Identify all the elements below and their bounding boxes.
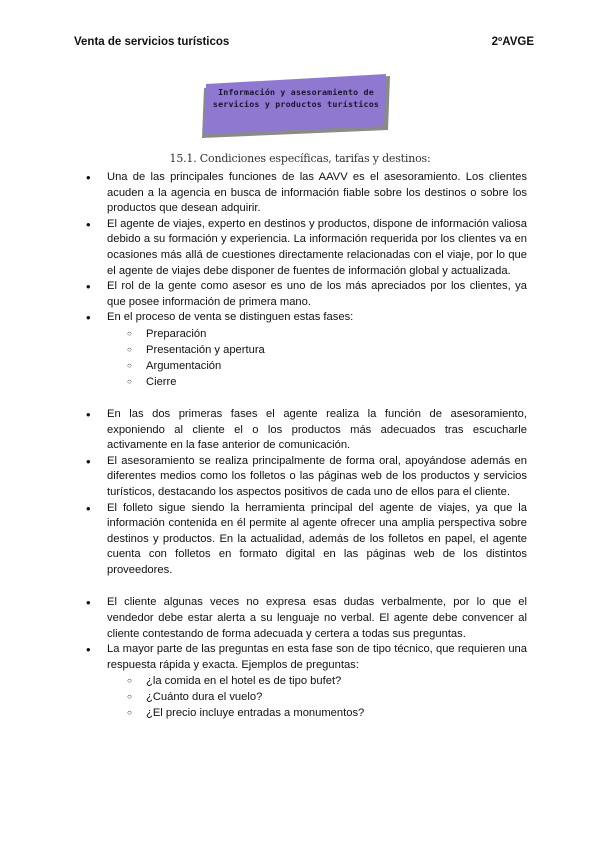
- sub-item: ○ ¿El precio incluye entradas a monumentos?: [107, 705, 527, 721]
- bullet-text: La mayor parte de las preguntas en esta fase son de tipo técnico, que requieren una respuesta rápida y exacta. Ejemplos de preguntas:: [107, 643, 527, 671]
- bullet-item: • El agente de viajes, experto en destinos y productos, dispone de información valiosa debido a su formación y experiencia. La información requerida por los clientes va en ocasiones más allá de cuestiones directamente relacionadas con el viaje, por lo que el agente de viajes debe disponer de fuentes de información global y actualizada.: [0, 217, 527, 279]
- content-list: [0, 170, 600, 721]
- bullet-item: • Una de las principales funciones de las AAVV es el asesoramiento. Los clientes acuden a la agencia en busca de información fiable sobre los destinos o sobre los productos que desean adquirir.: [0, 170, 527, 217]
- banner-line-1: Información y asesoramiento de: [218, 87, 374, 97]
- bullet-item: [0, 310, 527, 390]
- sub-item: ○ ¿Cuánto dura el vuelo?: [107, 689, 527, 705]
- spacer: [0, 390, 600, 407]
- bullet-item: • El asesoramiento se realiza principalmente de forma oral, apoyándose además en diferentes medios como los folletos o las páginas web de los productos y servicios turísticos, destacando los aspectos positivos de cada uno de ellos para el cliente.: [0, 454, 527, 501]
- sub-item: ○ ¿la comida en el hotel es de tipo bufet?: [107, 673, 527, 689]
- bullet-item: • El rol de la gente como asesor es uno de los más apreciados por los clientes, ya que posee información de primera mano.: [0, 279, 527, 310]
- spacer: [0, 578, 600, 595]
- bullet-text: En el proceso de venta se distinguen estas fases:: [107, 311, 354, 324]
- sub-item: ○ Cierre: [107, 374, 527, 390]
- header-course: 2ºAVGE: [491, 36, 534, 48]
- section-subtitle: 15.1. Condiciones específicas, tarifas y destinos:: [169, 152, 431, 165]
- sub-item: ○ Argumentación: [107, 358, 527, 374]
- bullet-item: • En las dos primeras fases el agente realiza la función de asesoramiento, exponiendo al cliente el o los productos más adecuados tras escucharle activamente en la fase anterior de comunicación.: [0, 407, 527, 454]
- sub-item: ○ Preparación: [107, 326, 527, 342]
- bullet-item: [0, 642, 527, 721]
- bullet-item: • El cliente algunas veces no expresa esas dudas verbalmente, por lo que el vendedor debe estar alerta a su lenguaje no verbal. El agente debe convencer al cliente contestando de forma adecuada y certera a todas sus preguntas.: [0, 595, 527, 642]
- sub-item: ○ Presentación y apertura: [107, 342, 527, 358]
- question-list: [107, 673, 527, 721]
- phase-list: [107, 326, 527, 390]
- header-subject: Venta de servicios turísticos: [74, 36, 230, 48]
- title-banner-text: [200, 86, 392, 110]
- banner-line-2: servicios y productos turísticos: [212, 99, 380, 109]
- bullet-item: • El folleto sigue siendo la herramienta principal del agente de viajes, ya que la información contenida en él permite al agente ofrecer una amplia perspectiva sobre destinos y productos. En la actualidad, además de los folletos en papel, el agente cuenta con folletos en formato digital en las páginas web de los distintos proveedores.: [0, 501, 527, 579]
